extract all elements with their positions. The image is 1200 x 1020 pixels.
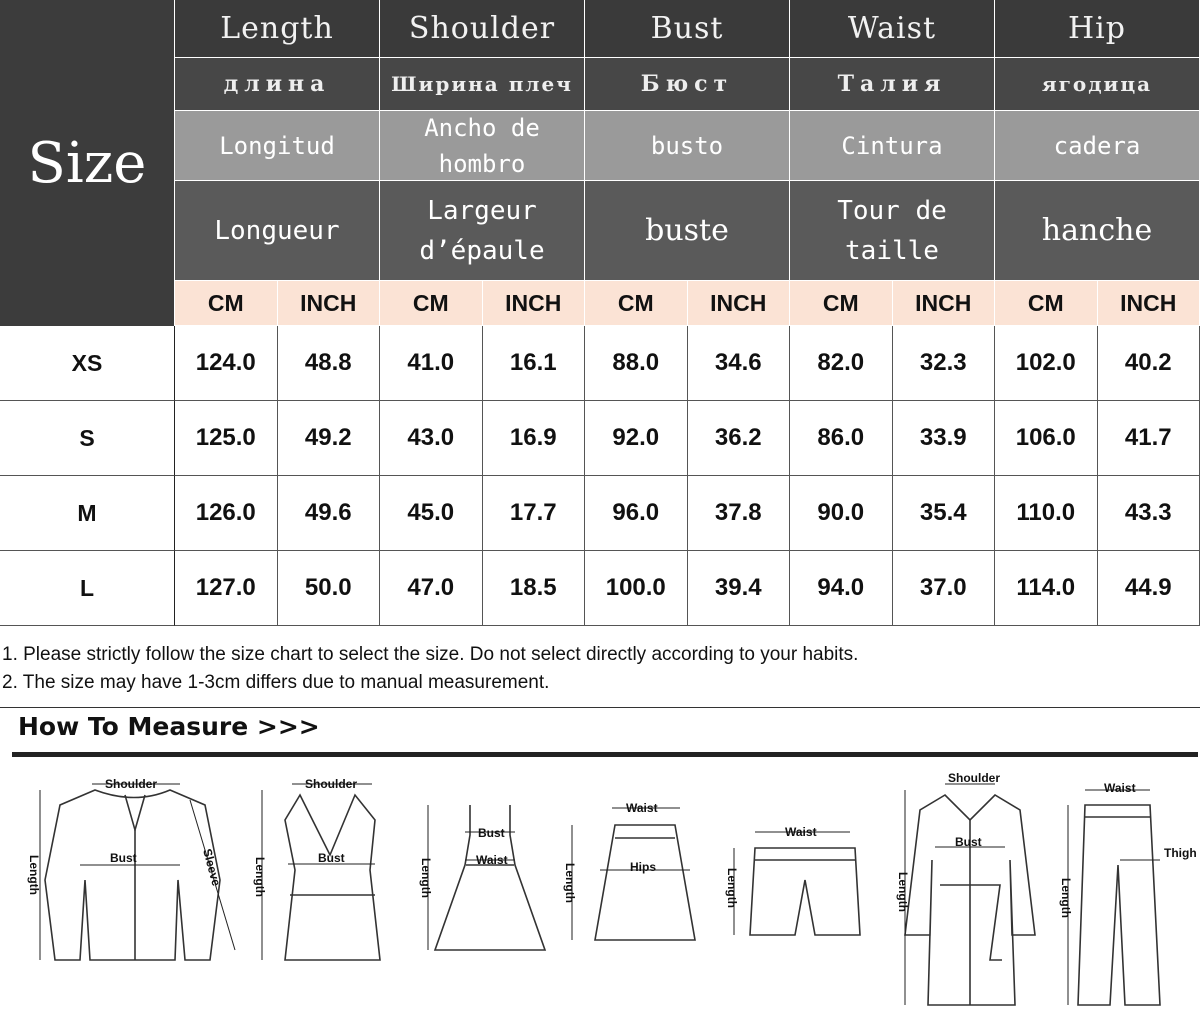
size-header: Size [0, 0, 175, 326]
unit-inch: INCH [893, 281, 996, 326]
shorts-illustration [725, 825, 860, 935]
table-cell: 125.0 [175, 401, 278, 476]
table-cell: 102.0 [995, 326, 1098, 401]
col-header-waist-fr: Tour de taille [790, 181, 995, 281]
col-header-hip-ru: ягодица [995, 58, 1200, 111]
col-header-waist-es: Cintura [790, 111, 995, 181]
notes [2, 641, 858, 697]
skirt-illustration [563, 801, 695, 940]
table-cell: 94.0 [790, 551, 893, 626]
table-cell: 110.0 [995, 476, 1098, 551]
table-cell: 16.9 [483, 401, 586, 476]
pants-waist-label: Waist [1104, 781, 1136, 795]
col-header-shoulder-ru: Ширина плеч [380, 58, 585, 111]
col-header-shoulder-es: Ancho de hombro [380, 111, 585, 181]
table-cell: 41.7 [1098, 401, 1200, 476]
col-header-bust-ru: Бюст [585, 58, 790, 111]
table-cell: 48.8 [278, 326, 381, 401]
unit-inch: INCH [688, 281, 791, 326]
table-cell: 37.8 [688, 476, 791, 551]
table-cell: 88.0 [585, 326, 688, 401]
vest-illustration [253, 777, 380, 960]
shorts-length-label: Length [725, 868, 739, 908]
dress-illustration [419, 805, 545, 950]
col-header-shoulder-en: Shoulder [380, 0, 585, 58]
col-header-hip-es: cadera [995, 111, 1200, 181]
col-header-bust-en: Bust [585, 0, 790, 58]
col-header-waist-ru: Талия [790, 58, 995, 111]
col-header-length-en: Length [175, 0, 380, 58]
shirt-bust-label: Bust [110, 851, 137, 865]
pants-thigh-label: Thigh [1164, 846, 1197, 860]
shirt-length-label: Length [27, 855, 41, 895]
col-header-length-ru: длина [175, 58, 380, 111]
coat-shoulder-label: Shoulder [948, 771, 1001, 785]
table-cell: 49.2 [278, 401, 381, 476]
table-cell: 40.2 [1098, 326, 1200, 401]
pants-illustration [1059, 781, 1197, 1005]
dress-length-label: Length [419, 858, 433, 898]
coat-length-label: Length [896, 872, 910, 912]
vest-length-label: Length [253, 857, 267, 897]
table-cell: 18.5 [483, 551, 586, 626]
pants-length-label: Length [1059, 878, 1073, 918]
unit-cm: CM [380, 281, 483, 326]
table-cell: 39.4 [688, 551, 791, 626]
table-cell: 114.0 [995, 551, 1098, 626]
shorts-waist-label: Waist [785, 825, 817, 839]
unit-cm: CM [790, 281, 893, 326]
table-cell: 126.0 [175, 476, 278, 551]
row-size-label: XS [0, 326, 175, 401]
note-1: 1. Please strictly follow the size chart to select the size. Do not select directly according to your habits. [2, 644, 859, 665]
row-size-label: M [0, 476, 175, 551]
dress-waist-label: Waist [476, 853, 508, 867]
divider [12, 752, 1198, 757]
how-to-measure-illustrations [0, 760, 1200, 1020]
col-header-waist-en: Waist [790, 0, 995, 58]
table-cell: 127.0 [175, 551, 278, 626]
table-cell: 82.0 [790, 326, 893, 401]
unit-cm: CM [995, 281, 1098, 326]
skirt-waist-label: Waist [626, 801, 658, 815]
table-cell: 41.0 [380, 326, 483, 401]
table-cell: 33.9 [893, 401, 996, 476]
unit-cm: CM [585, 281, 688, 326]
table-cell: 43.3 [1098, 476, 1200, 551]
table-cell: 37.0 [893, 551, 996, 626]
shirt-illustration [27, 777, 235, 960]
divider [0, 707, 1200, 708]
shirt-sleeve-label: Sleeve [200, 847, 224, 888]
table-cell: 49.6 [278, 476, 381, 551]
table-cell: 34.6 [688, 326, 791, 401]
table-cell: 90.0 [790, 476, 893, 551]
col-header-length-fr: Longueur [175, 181, 380, 281]
unit-inch: INCH [1098, 281, 1200, 326]
table-cell: 100.0 [585, 551, 688, 626]
table-cell: 92.0 [585, 401, 688, 476]
col-header-length-es: Longitud [175, 111, 380, 181]
table-cell: 124.0 [175, 326, 278, 401]
col-header-shoulder-fr: Largeur d’épaule [380, 181, 585, 281]
table-cell: 36.2 [688, 401, 791, 476]
table-cell: 106.0 [995, 401, 1098, 476]
table-cell: 45.0 [380, 476, 483, 551]
table-cell: 86.0 [790, 401, 893, 476]
unit-inch: INCH [483, 281, 586, 326]
vest-bust-label: Bust [318, 851, 345, 865]
table-cell: 50.0 [278, 551, 381, 626]
table-cell: 32.3 [893, 326, 996, 401]
skirt-length-label: Length [563, 863, 577, 903]
col-header-hip-fr: hanche [995, 181, 1200, 281]
table-cell: 43.0 [380, 401, 483, 476]
shirt-shoulder-label: Shoulder [105, 777, 158, 791]
col-header-bust-fr: buste [585, 181, 790, 281]
coat-bust-label: Bust [955, 835, 982, 849]
unit-inch: INCH [278, 281, 381, 326]
unit-cm: CM [175, 281, 278, 326]
coat-illustration [896, 771, 1035, 1005]
table-cell: 96.0 [585, 476, 688, 551]
vest-shoulder-label: Shoulder [305, 777, 358, 791]
col-header-hip-en: Hip [995, 0, 1200, 58]
col-header-bust-es: busto [585, 111, 790, 181]
row-size-label: L [0, 551, 175, 626]
note-2: 2. The size may have 1-3cm differs due to manual measurement. [2, 672, 550, 693]
table-cell: 35.4 [893, 476, 996, 551]
skirt-hips-label: Hips [630, 860, 657, 874]
table-cell: 47.0 [380, 551, 483, 626]
dress-bust-label: Bust [478, 826, 505, 840]
table-cell: 44.9 [1098, 551, 1200, 626]
table-cell: 16.1 [483, 326, 586, 401]
how-to-measure-title: How To Measure >>> [18, 712, 320, 741]
table-cell: 17.7 [483, 476, 586, 551]
row-size-label: S [0, 401, 175, 476]
